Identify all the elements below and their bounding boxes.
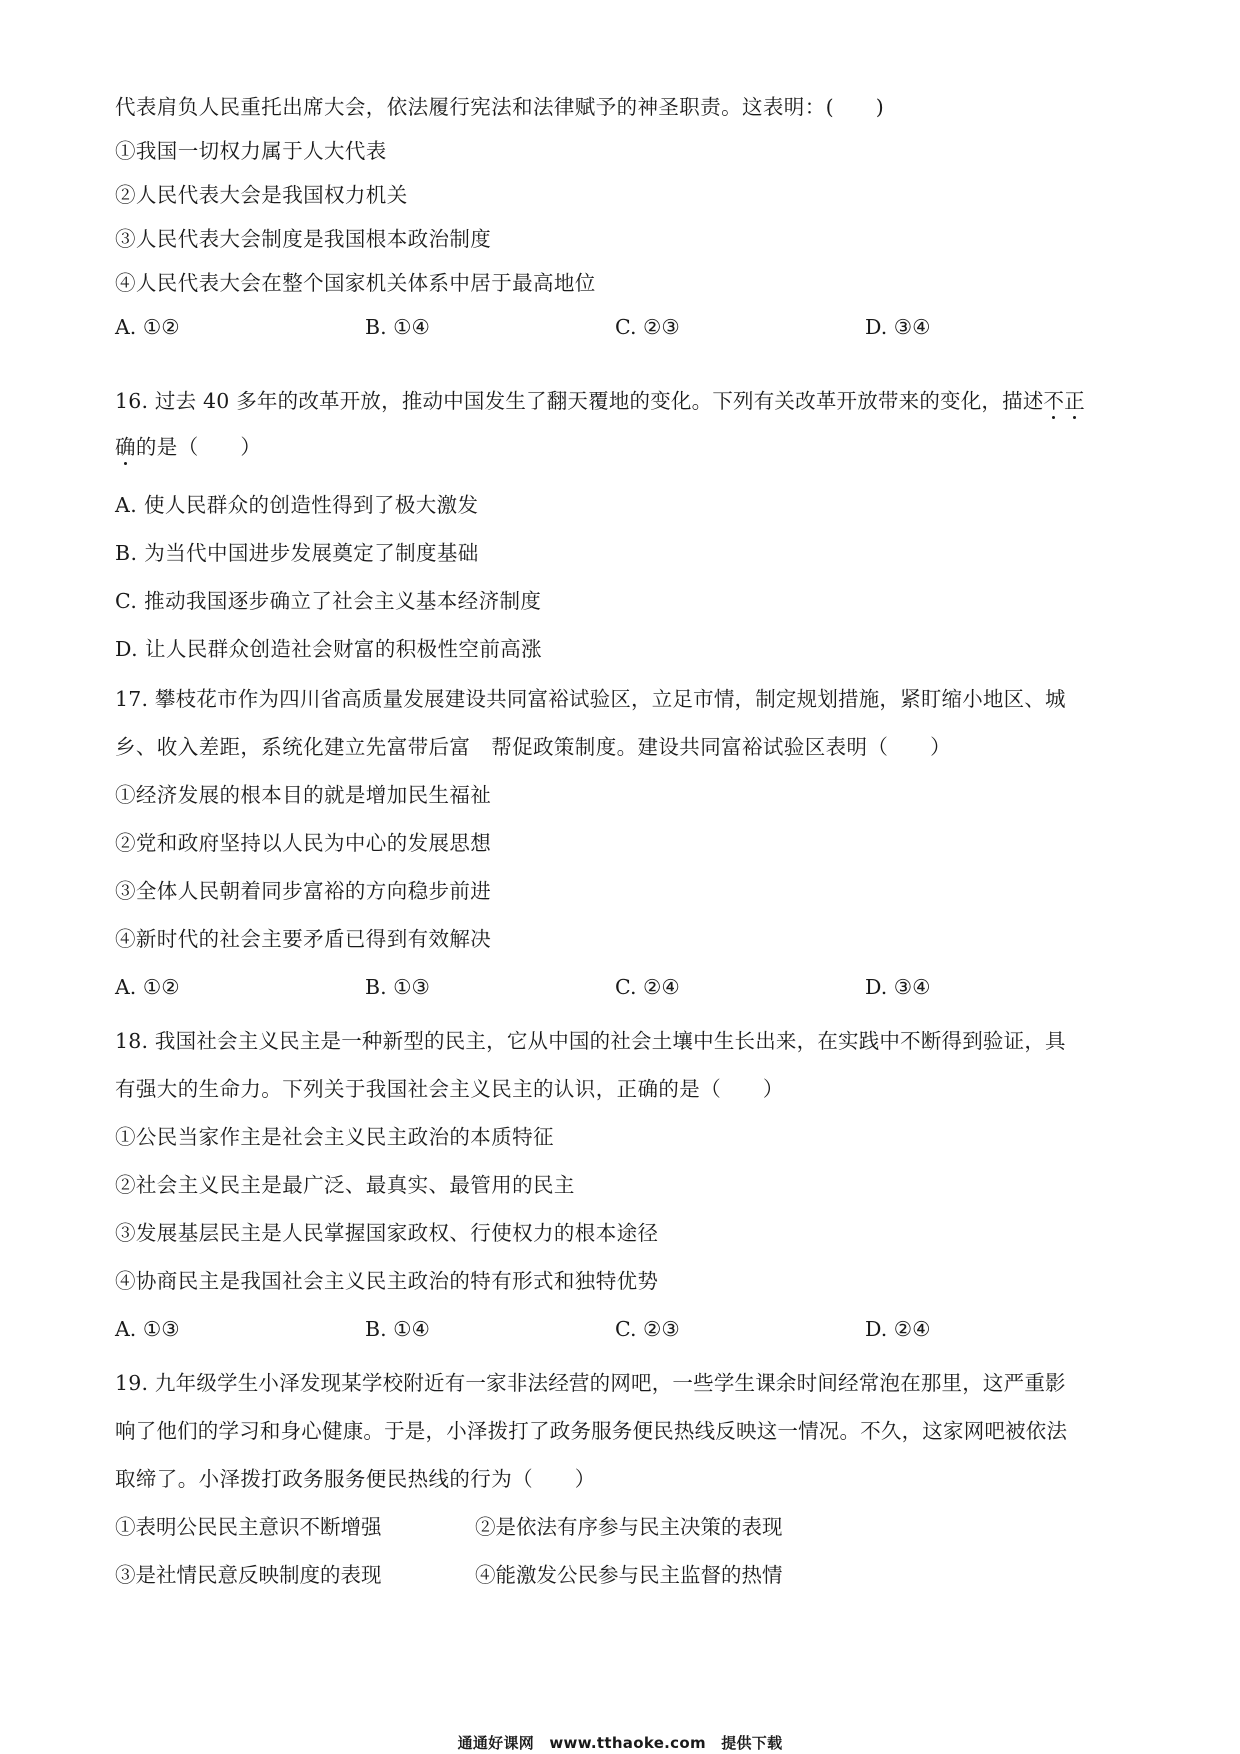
q15-stem-line: 代表肩负人民重托出席大会，依法履行宪法和法律赋予的神圣职责。这表明：( ) bbox=[115, 95, 885, 119]
q16-emphasis-char: 不 bbox=[1043, 389, 1065, 413]
q16-emphasis-char: 确 bbox=[115, 435, 136, 459]
q17-item-2: ②党和政府坚持以人民为中心的发展思想 bbox=[115, 831, 492, 855]
q17-option-c: C. ②④ bbox=[615, 975, 680, 999]
q19-item-4: ④能激发公民参与民主监督的热情 bbox=[475, 1563, 783, 1587]
q16-option-b: B. 为当代中国进步发展奠定了制度基础 bbox=[115, 541, 479, 565]
q18-stem-line-1: 18. 我国社会主义民主是一种新型的民主，它从中国的社会土壤中生长出来，在实践中不断得到验证，具 bbox=[115, 1029, 1066, 1053]
q15-option-b: B. ①④ bbox=[365, 315, 430, 339]
q18-item-3: ③发展基层民主是人民掌握国家政权、行使权力的根本途径 bbox=[115, 1221, 659, 1245]
q17-item-4: ④新时代的社会主要矛盾已得到有效解决 bbox=[115, 927, 492, 951]
q15-option-d: D. ③④ bbox=[865, 315, 931, 339]
q18-item-2: ②社会主义民主是最广泛、最真实、最管用的民主 bbox=[115, 1173, 575, 1197]
q16-option-c: C. 推动我国逐步确立了社会主义基本经济制度 bbox=[115, 589, 542, 613]
q17-stem-line-1: 17. 攀枝花市作为四川省高质量发展建设共同富裕试验区，立足市情，制定规划措施，紧盯缩小地区、城 bbox=[115, 687, 1066, 711]
q19-stem-line-3: 取缔了。小泽拨打政务服务便民热线的行为（ ） bbox=[115, 1467, 596, 1491]
q16-option-a: A. 使人民群众的创造性得到了极大激发 bbox=[115, 493, 479, 517]
q19-item-1: ①表明公民民主意识不断增强 bbox=[115, 1515, 382, 1539]
q15-item-1: ①我国一切权力属于人大代表 bbox=[115, 139, 387, 163]
q16-stem-text: 16. 过去 40 多年的改革开放，推动中国发生了翻天覆地的变化。下列有关改革开放带来的变化，描述 bbox=[115, 389, 1044, 413]
q15-option-a: A. ①② bbox=[115, 315, 180, 339]
q16-stem-line-2 bbox=[115, 432, 261, 462]
q18-option-a: A. ①③ bbox=[115, 1317, 180, 1341]
q18-stem-line-2: 有强大的生命力。下列关于我国社会主义民主的认识，正确的是（ ） bbox=[115, 1077, 784, 1101]
footer-source-text: 通通好课网 www.tthaoke.com 提供下载 bbox=[457, 1734, 783, 1752]
q15-option-c: C. ②③ bbox=[615, 315, 680, 339]
q15-item-2: ②人民代表大会是我国权力机关 bbox=[115, 183, 408, 207]
q17-option-d: D. ③④ bbox=[865, 975, 931, 999]
q18-item-1: ①公民当家作主是社会主义民主政治的本质特征 bbox=[115, 1125, 554, 1149]
q17-item-1: ①经济发展的根本目的就是增加民生福祉 bbox=[115, 783, 492, 807]
q18-option-b: B. ①④ bbox=[365, 1317, 430, 1341]
q16-stem-line-1 bbox=[115, 386, 1085, 416]
q17-option-b: B. ①③ bbox=[365, 975, 430, 999]
q16-emphasis-char: 正 bbox=[1064, 389, 1085, 413]
q16-stem-text: 的是（ ） bbox=[135, 435, 262, 459]
q17-option-a: A. ①② bbox=[115, 975, 180, 999]
q17-item-3: ③全体人民朝着同步富裕的方向稳步前进 bbox=[115, 879, 492, 903]
q15-item-4: ④人民代表大会在整个国家机关体系中居于最高地位 bbox=[115, 271, 596, 295]
q18-option-c: C. ②③ bbox=[615, 1317, 680, 1341]
q19-stem-line-1: 19. 九年级学生小泽发现某学校附近有一家非法经营的网吧，一些学生课余时间经常泡在那里，这严重影 bbox=[115, 1371, 1066, 1395]
q19-item-3: ③是社情民意反映制度的表现 bbox=[115, 1563, 382, 1587]
q15-item-3: ③人民代表大会制度是我国根本政治制度 bbox=[115, 227, 492, 251]
q18-option-d: D. ②④ bbox=[865, 1317, 931, 1341]
q17-stem-line-2: 乡、收入差距，系统化建立先富带后富 帮促政策制度。建设共同富裕试验区表明（ ） bbox=[115, 735, 951, 759]
q18-item-4: ④协商民主是我国社会主义民主政治的特有形式和独特优势 bbox=[115, 1269, 659, 1293]
q16-option-d: D. 让人民群众创造社会财富的积极性空前高涨 bbox=[115, 637, 543, 661]
q19-stem-line-2: 响了他们的学习和身心健康。于是，小泽拨打了政务服务便民热线反映这一情况。不久，这家网吧被依法 bbox=[115, 1419, 1068, 1443]
q19-item-2: ②是依法有序参与民主决策的表现 bbox=[475, 1515, 783, 1539]
